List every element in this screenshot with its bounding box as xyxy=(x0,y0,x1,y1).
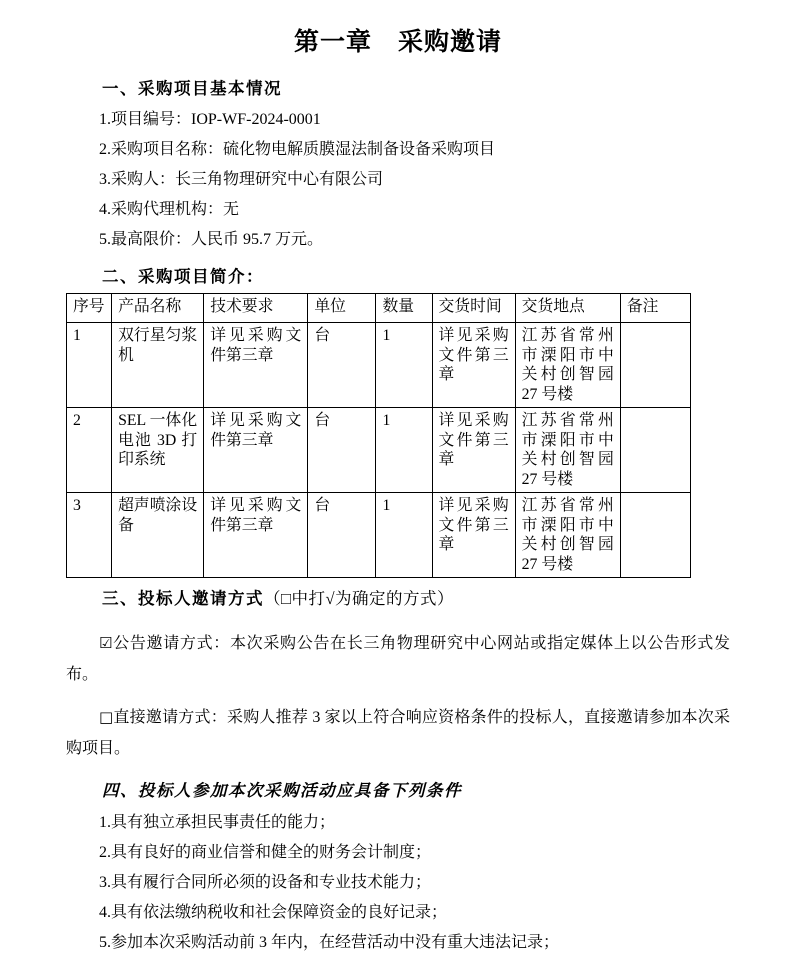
table-row xyxy=(67,323,691,408)
table-header-cell: 数量 xyxy=(376,294,432,323)
direct-invitation-paragraph xyxy=(66,702,730,764)
table-header-cell: 产品名称 xyxy=(112,294,204,323)
table-cell: 双行星匀浆机 xyxy=(112,323,204,408)
list-item: 1.项目编号：IOP-WF-2024-0001 xyxy=(99,111,321,128)
table-cell: 详见采购文件第三章 xyxy=(432,493,515,578)
list-item: 2.具有良好的商业信誉和健全的财务会计制度； xyxy=(99,844,432,861)
table-cell: 台 xyxy=(308,493,376,578)
table-header-cell: 技术要求 xyxy=(204,294,308,323)
table-cell: 3 xyxy=(67,493,112,578)
list-item: 2.采购项目名称：硫化物电解质膜湿法制备设备采购项目 xyxy=(99,141,496,158)
announcement-invitation-text: 公告邀请方式：本次采购公告在长三角物理研究中心网站或指定媒体上以公告形式发布。 xyxy=(66,635,730,683)
table-cell: 1 xyxy=(67,323,112,408)
table-header-row xyxy=(67,294,691,323)
table-cell xyxy=(620,408,690,493)
table-cell: 详见采购文件第三章 xyxy=(204,323,308,408)
section-heading-basic-info: 一、采购项目基本情况 xyxy=(102,80,282,98)
products-table xyxy=(66,293,691,578)
table-cell: 江苏省常州市溧阳市中关村创智园 27 号楼 xyxy=(515,408,620,493)
table-cell xyxy=(620,323,690,408)
table-header-cell: 交货地点 xyxy=(515,294,620,323)
bidder-conditions-list xyxy=(66,808,730,958)
table-cell: 详见采购文件第三章 xyxy=(204,408,308,493)
list-item: 1.具有独立承担民事责任的能力； xyxy=(99,814,336,831)
table-cell: 1 xyxy=(376,408,432,493)
table-header-cell: 备注 xyxy=(620,294,690,323)
table-cell: 详见采购文件第三章 xyxy=(204,493,308,578)
list-item: 5.参加本次采购活动前 3 年内，在经营活动中没有重大违法记录； xyxy=(99,934,560,951)
table-cell: 详见采购文件第三章 xyxy=(432,323,515,408)
table-cell: 江苏省常州市溧阳市中关村创智园 27 号楼 xyxy=(515,323,620,408)
list-item: 3.具有履行合同所必须的设备和专业技术能力； xyxy=(99,874,432,891)
chapter-title: 第一章 采购邀请 xyxy=(293,28,502,56)
table-row xyxy=(67,493,691,578)
table-cell xyxy=(620,493,690,578)
basic-info-list xyxy=(66,105,730,255)
section-heading-project-brief: 二、采购项目简介： xyxy=(102,268,264,286)
section-heading-invitation-method xyxy=(66,588,730,610)
table-cell: 台 xyxy=(308,408,376,493)
direct-invitation-text: 直接邀请方式：采购人推荐 3 家以上符合响应资格条件的投标人，直接邀请参加本次采购项目。 xyxy=(66,709,730,757)
list-item: 3.采购人：长三角物理研究中心有限公司 xyxy=(99,171,384,188)
announcement-invitation-paragraph xyxy=(66,628,730,690)
table-header-cell: 序号 xyxy=(67,294,112,323)
checkbox-checked-icon: ☑ xyxy=(99,634,113,652)
table-cell: 2 xyxy=(67,408,112,493)
table-cell: 超声喷涂设备 xyxy=(112,493,204,578)
table-row xyxy=(67,408,691,493)
section-heading-bidder-conditions: 四、投标人参加本次采购活动应具备下列条件 xyxy=(102,782,462,800)
table-header-cell: 交货时间 xyxy=(432,294,515,323)
list-item: 4.具有依法缴纳税收和社会保障资金的良好记录； xyxy=(99,904,448,921)
table-cell: 台 xyxy=(308,323,376,408)
table-cell: 江苏省常州市溧阳市中关村创智园 27 号楼 xyxy=(515,493,620,578)
table-cell: SEL 一体化电池 3D 打印系统 xyxy=(112,408,204,493)
table-header-cell: 单位 xyxy=(308,294,376,323)
checkbox-unchecked-icon: □ xyxy=(99,708,114,726)
table-cell: 1 xyxy=(376,493,432,578)
heading-bold-text: 三、投标人邀请方式 xyxy=(102,590,264,608)
heading-note: （□中打√为确定的方式） xyxy=(264,589,455,608)
list-item: 5.最高限价：人民币 95.7 万元。 xyxy=(99,231,324,248)
table-cell: 详见采购文件第三章 xyxy=(432,408,515,493)
list-item: 4.采购代理机构：无 xyxy=(99,201,240,218)
table-cell: 1 xyxy=(376,323,432,408)
